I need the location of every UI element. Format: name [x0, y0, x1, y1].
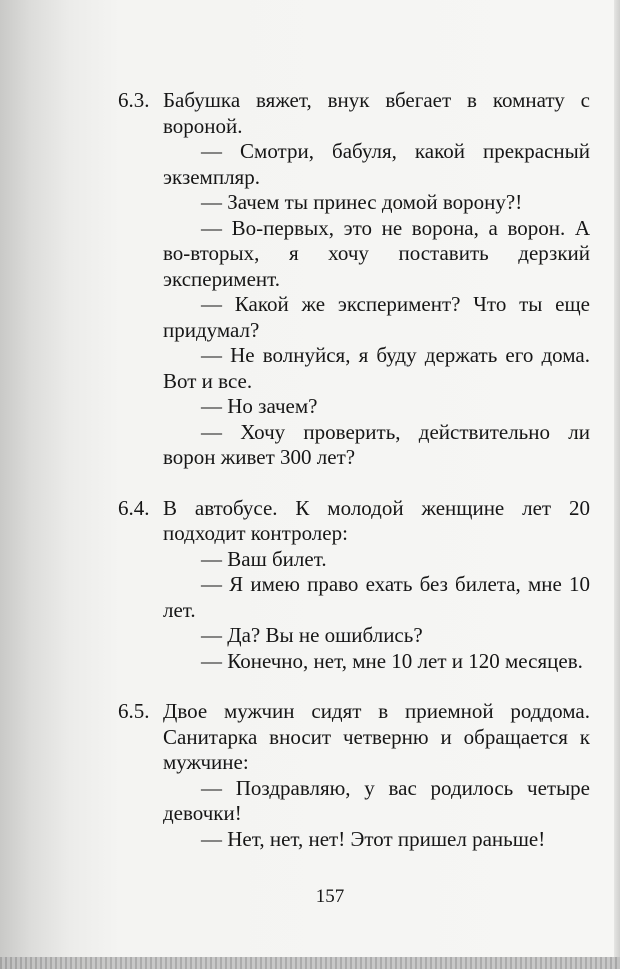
section-6-3 [118, 88, 590, 471]
dialog-line: — Поздравляю, у вас родилось четыре девочки! [163, 775, 590, 825]
dialog-line: — Не волнуйся, я буду держать его дома. Вот и все. [163, 343, 590, 393]
section-number: 6.3. [118, 88, 150, 112]
section-number: 6.5. [118, 699, 150, 723]
page-right-edge [614, 0, 620, 969]
section-number: 6.4. [118, 495, 150, 520]
page-content [118, 88, 590, 877]
dialog-line: — Нет, нет, нет! Этот пришел раньше! [201, 826, 546, 851]
dialog-line: — Но зачем? [201, 394, 318, 418]
section-6-5 [118, 699, 590, 852]
dialog-line: — Конечно, нет, мне 10 лет и 120 месяцев. [201, 648, 583, 673]
paragraph: Двое мужчин сидят в приемной роддома. Санитарка вносит четверню и обращается к мужчине: [163, 699, 590, 774]
dialog-line: — Во-первых, это не ворона, а ворон. А во-вторых, я хочу поставить дерзкий эксперимент. [163, 215, 590, 291]
dialog-line: — Хочу проверить, действительно ли ворон живет 300 лет? [163, 419, 590, 469]
dialog-line: — Ваш билет. [201, 546, 327, 571]
dialog-line: — Смотри, бабуля, какой прекрасный экземпляр. [163, 139, 590, 189]
section-6-4 [118, 496, 590, 675]
dialog-line: — Какой же эксперимент? Что ты еще придумал? [163, 292, 590, 342]
page-bottom-edge [0, 957, 620, 969]
paragraph: Бабушка вяжет, внук вбегает в комнату с вороной. [163, 88, 590, 138]
dialog-line: — Да? Вы не ошиблись? [201, 623, 423, 647]
paragraph: В автобусе. К молодой женщине лет 20 подходит контролер: [163, 495, 590, 545]
page-number: 157 [315, 886, 345, 907]
dialog-line: — Я имею право ехать без билета, мне 10 лет. [163, 572, 590, 622]
dialog-line: — Зачем ты принес домой ворону?! [201, 190, 523, 214]
